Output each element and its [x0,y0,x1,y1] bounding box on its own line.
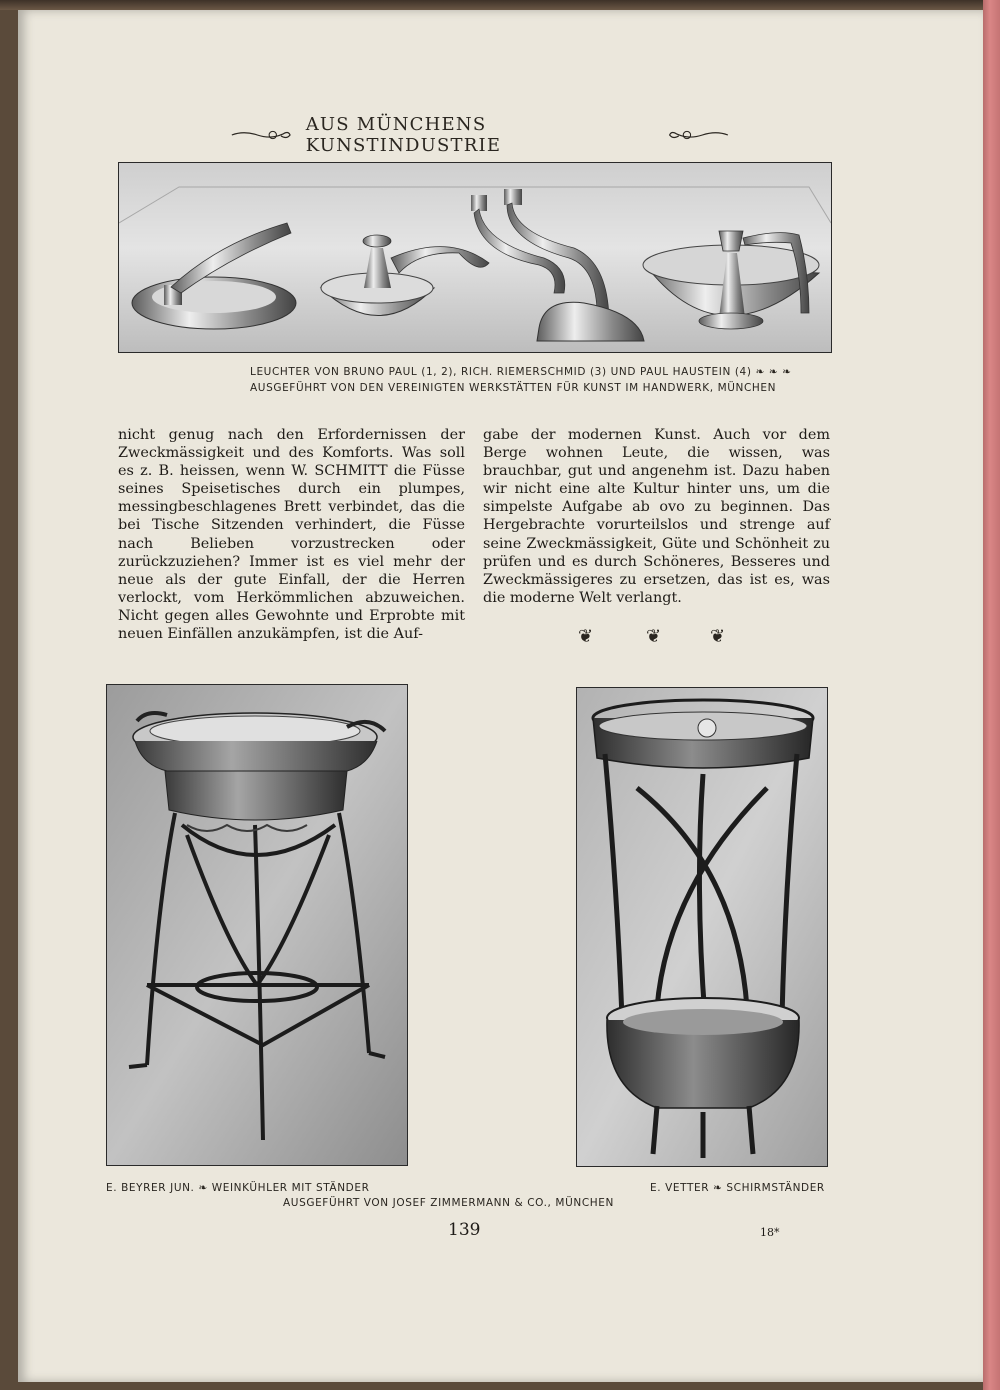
top-caption-line-2: AUSGEFÜHRT VON DEN VEREINIGTEN WERKSTÄTTEN FÜR KUNST IM HANDWERK, MÜNCHEN [250,382,777,394]
fleuron-1: ❦ [578,626,594,647]
bottom-caption-right: E. VETTER ❧ SCHIRMSTÄNDER [650,1182,825,1194]
header-title: AUS MÜNCHENS KUNSTINDUSTRIE [305,114,502,156]
signature-mark: 18* [760,1226,780,1239]
ornament-right-icon [666,126,730,144]
bottom-caption-line-2: AUSGEFÜHRT VON JOSEF ZIMMERMANN & CO., MÜNCHEN [283,1197,614,1209]
running-header [230,114,730,156]
left-column [118,426,465,643]
page-number: 139 [448,1220,481,1240]
fleuron-3: ❦ [710,626,726,647]
fleuron-2: ❦ [646,626,662,647]
book-top-edge [0,0,1000,10]
umbrella-stand-photo [576,687,828,1167]
wine-cooler-photo [106,684,408,1166]
candlesticks-photo [118,162,832,353]
bottom-caption-left: E. BEYRER JUN. ❧ WEINKÜHLER MIT STÄNDER [106,1182,370,1194]
top-caption-line-1: LEUCHTER VON BRUNO PAUL (1, 2), RICH. RIEMERSCHMID (3) UND PAUL HAUSTEIN (4) ❧ ❧ ❧ [250,366,792,378]
right-column [483,426,830,607]
page-edge [983,0,1000,1390]
left-column-text: nicht genug nach den Erfordernissen der Zweckmässigkeit und des Komforts. Was soll es z. B. heissen, wenn W. SCHMITT die Füsse seines Speisetisches durch ein plumpes, messingbeschlagenes Brett verbindet, das die bei Tische Sitzenden verhindert, die Füsse nach Belieben vorzustrecken oder zurückzuziehen? Immer ist es viel mehr der neue als der gute Einfall, der die Herren verlockt, vom Herkömmlichen abzuweichen. Nicht gegen alles Gewohnte und Erprobte mit neuen Einfällen anzukämpfen, ist die Auf- [118,427,465,643]
ornament-left-icon [230,126,294,144]
right-column-text: gabe der modernen Kunst. Auch vor dem Berge wohnen Leute, die wissen, was brauchbar, gut und angenehm ist. Dazu haben wir nicht eine alte Kultur hinter uns, um die simpelste Aufgabe ab ovo zu beginnen. Das Hergebrachte vorurteilslos und strenge auf seine Zweckmässigkeit, Güte und Schönheit zu prüfen und es durch Schöneres, Besseres und Zweckmässigeres zu ersetzen, das ist es, was die moderne Welt verlangt. [483,427,830,606]
